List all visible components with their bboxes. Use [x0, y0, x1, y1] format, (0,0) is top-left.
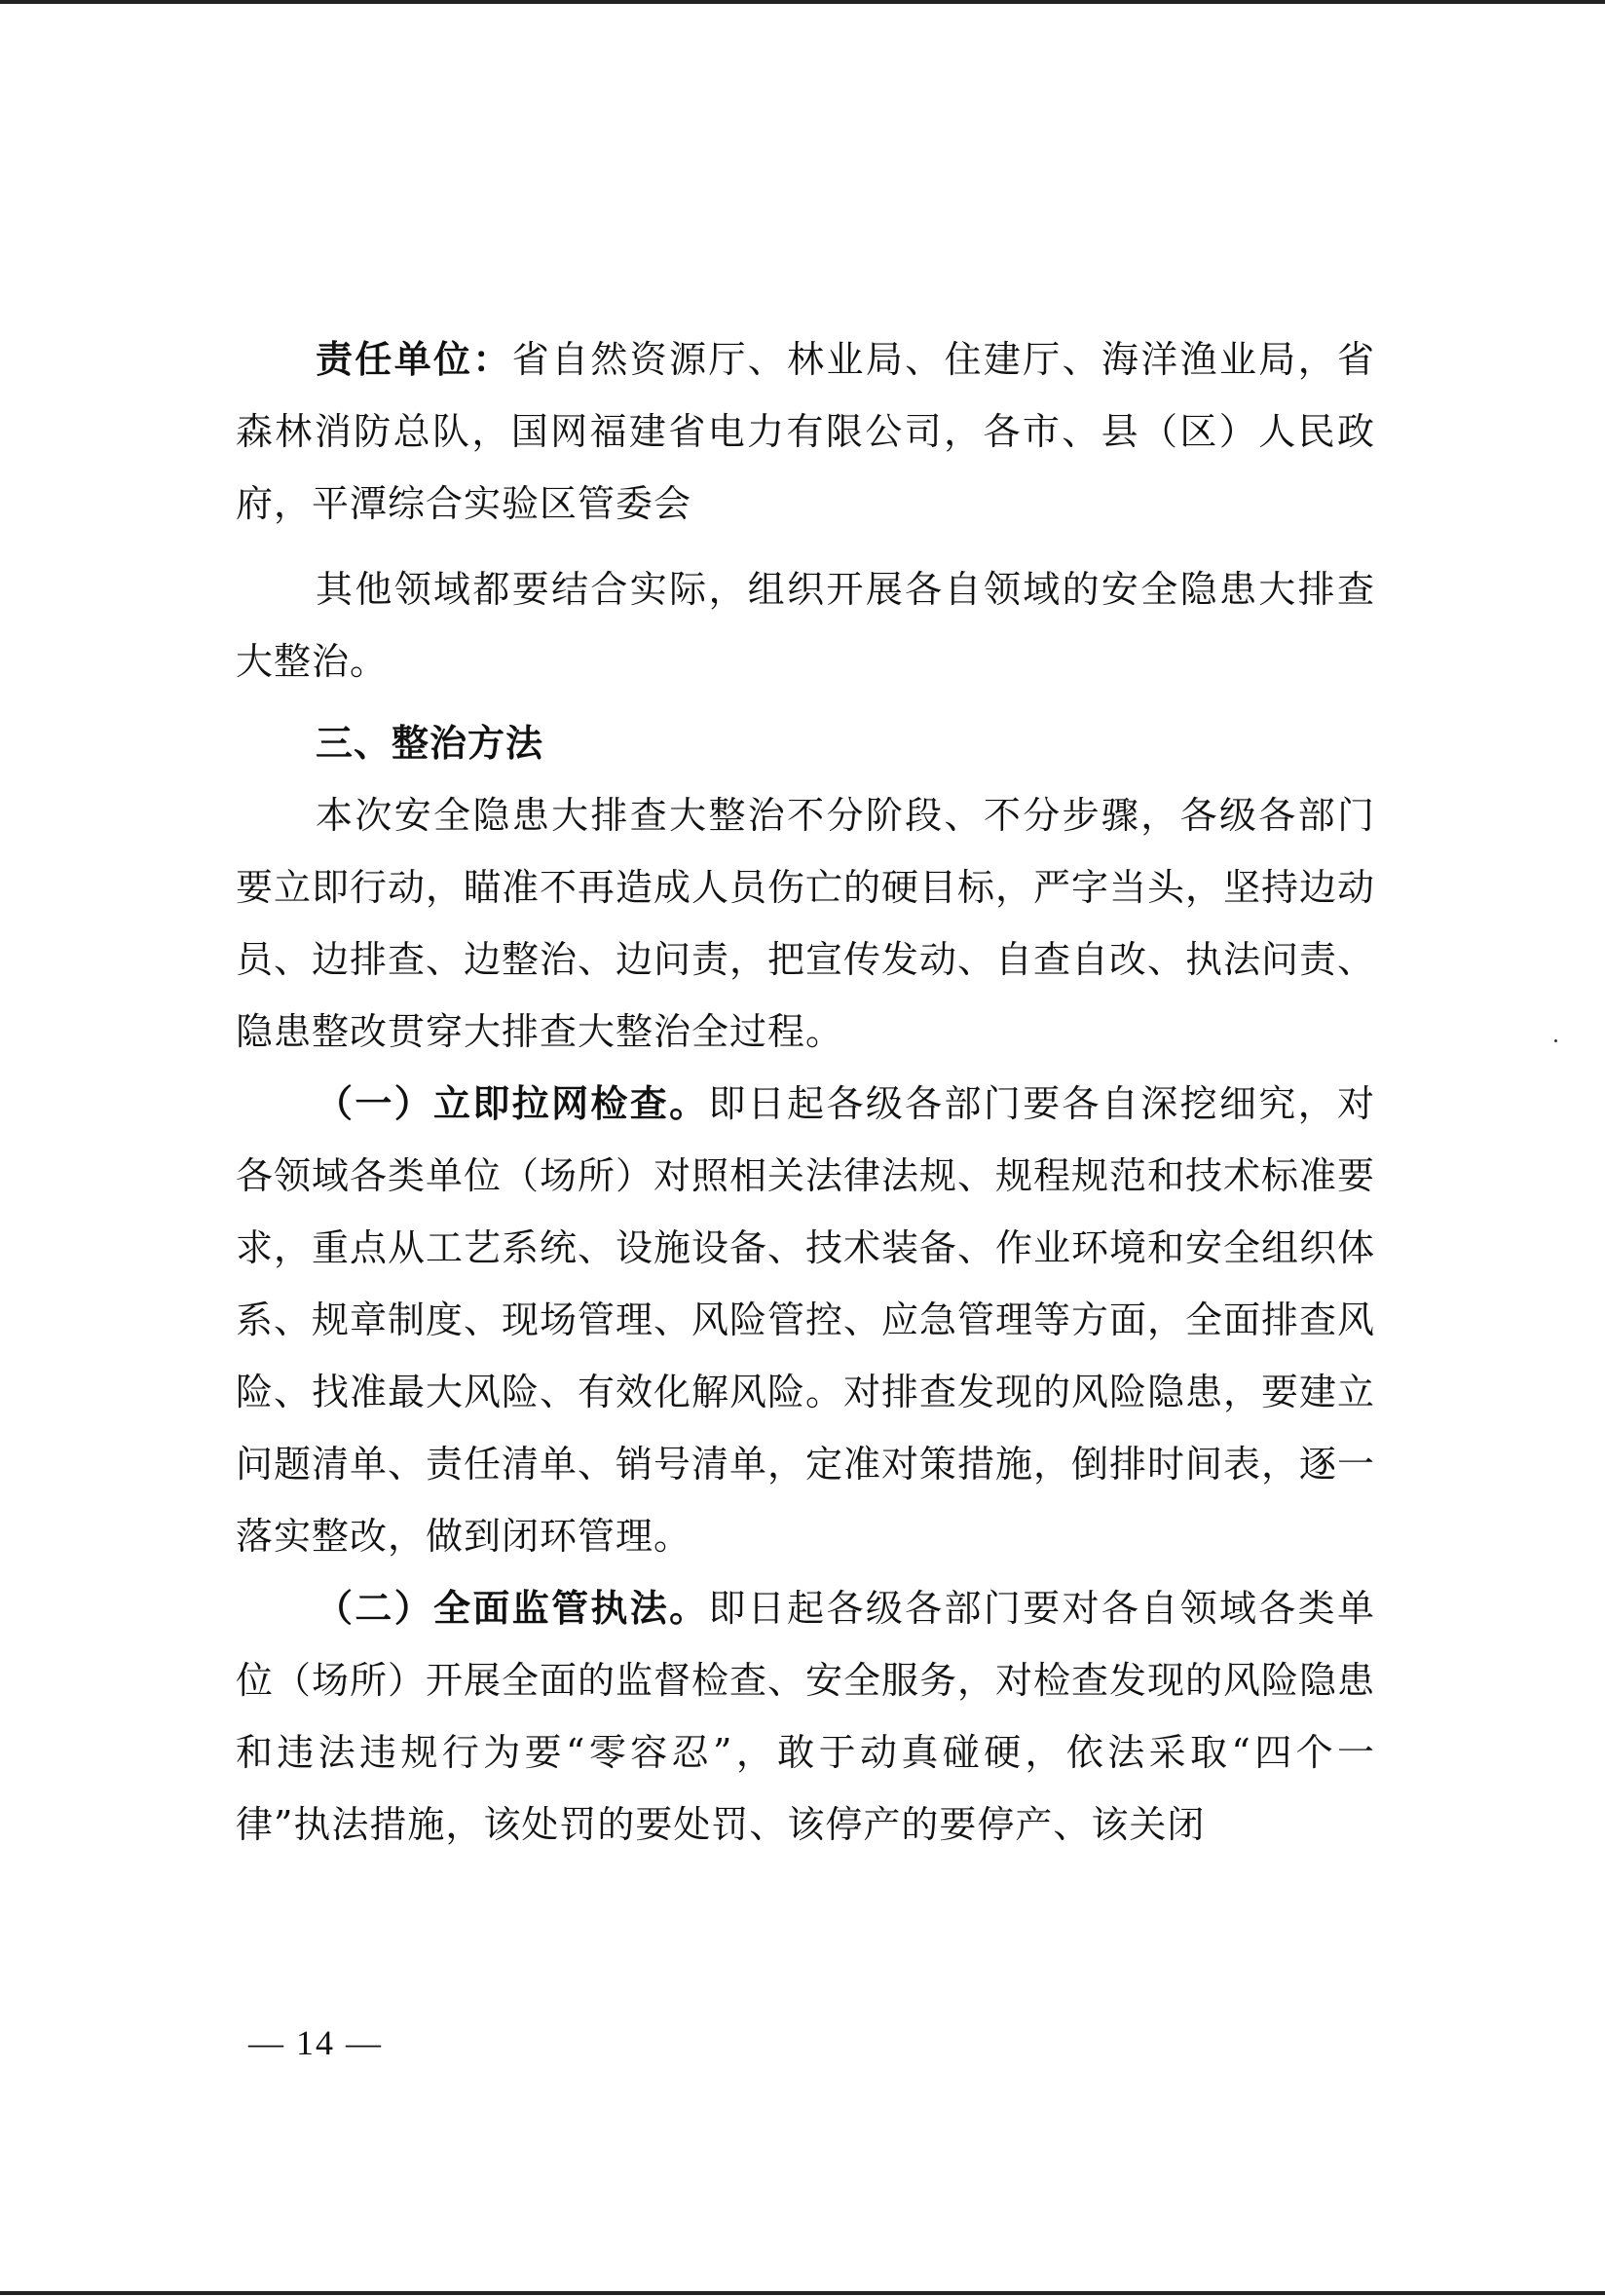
item-two-paragraph: [236, 1572, 1375, 1861]
item-two-text: 即日起各级各部门要对各自领域各类单位（场所）开展全面的监督检查、安全服务，对检查发现的风险隐患和违法违规行为要“零容忍”，敢于动真碰硬，依法采取“四个一律”执法措施，该处罚的要处罚、该停产的要停产、该关闭: [236, 1587, 1376, 1846]
item-one-title: （一）立即拉网检查。: [316, 1082, 709, 1125]
section-intro-paragraph: 本次安全隐患大排查大整治不分阶段、不分步骤，各级各部门要立即行动，瞄准不再造成人员伤亡的硬目标，严字当头，坚持边动员、边排查、边整治、边问责，把宣传发动、自查自改、执法问责、隐患整改贯穿大排查大整治全过程。: [236, 794, 1376, 1053]
responsibility-label: 责任单位：: [316, 338, 512, 381]
scan-speck: [1554, 1039, 1557, 1042]
responsibility-text: 省自然资源厅、林业局、住建厅、海洋渔业局，省森林消防总队，国网福建省电力有限公司，各市、县（区）人民政府，平潭综合实验区管委会: [236, 338, 1375, 525]
responsibility-paragraph: [236, 323, 1375, 540]
section-heading: 三、整治方法: [316, 722, 544, 765]
document-body: [236, 323, 1375, 1861]
item-two-title: （二）全面监管执法。: [316, 1587, 709, 1630]
other-fields-paragraph: 其他领域都要结合实际，组织开展各自领域的安全隐患大排查大整治。: [236, 568, 1375, 683]
page-number: — 14 —: [248, 2023, 383, 2062]
item-one-paragraph: [236, 1068, 1375, 1572]
item-one-text: 即日起各级各部门要各自深挖细究，对各领域各类单位（场所）对照相关法律法规、规程规范和技术标准要求，重点从工艺系统、设施设备、技术装备、作业环境和安全组织体系、规章制度、现场管理、风险管控、应急管理等方面，全面排查风险、找准最大风险、有效化解风险。对排查发现的风险隐患，要建立问题清单、责任清单、销号清单，定准对策措施，倒排时间表，逐一落实整改，做到闭环管理。: [236, 1082, 1376, 1558]
scan-bottom-edge: [0, 2291, 1605, 2295]
scan-top-edge: [0, 0, 1605, 4]
